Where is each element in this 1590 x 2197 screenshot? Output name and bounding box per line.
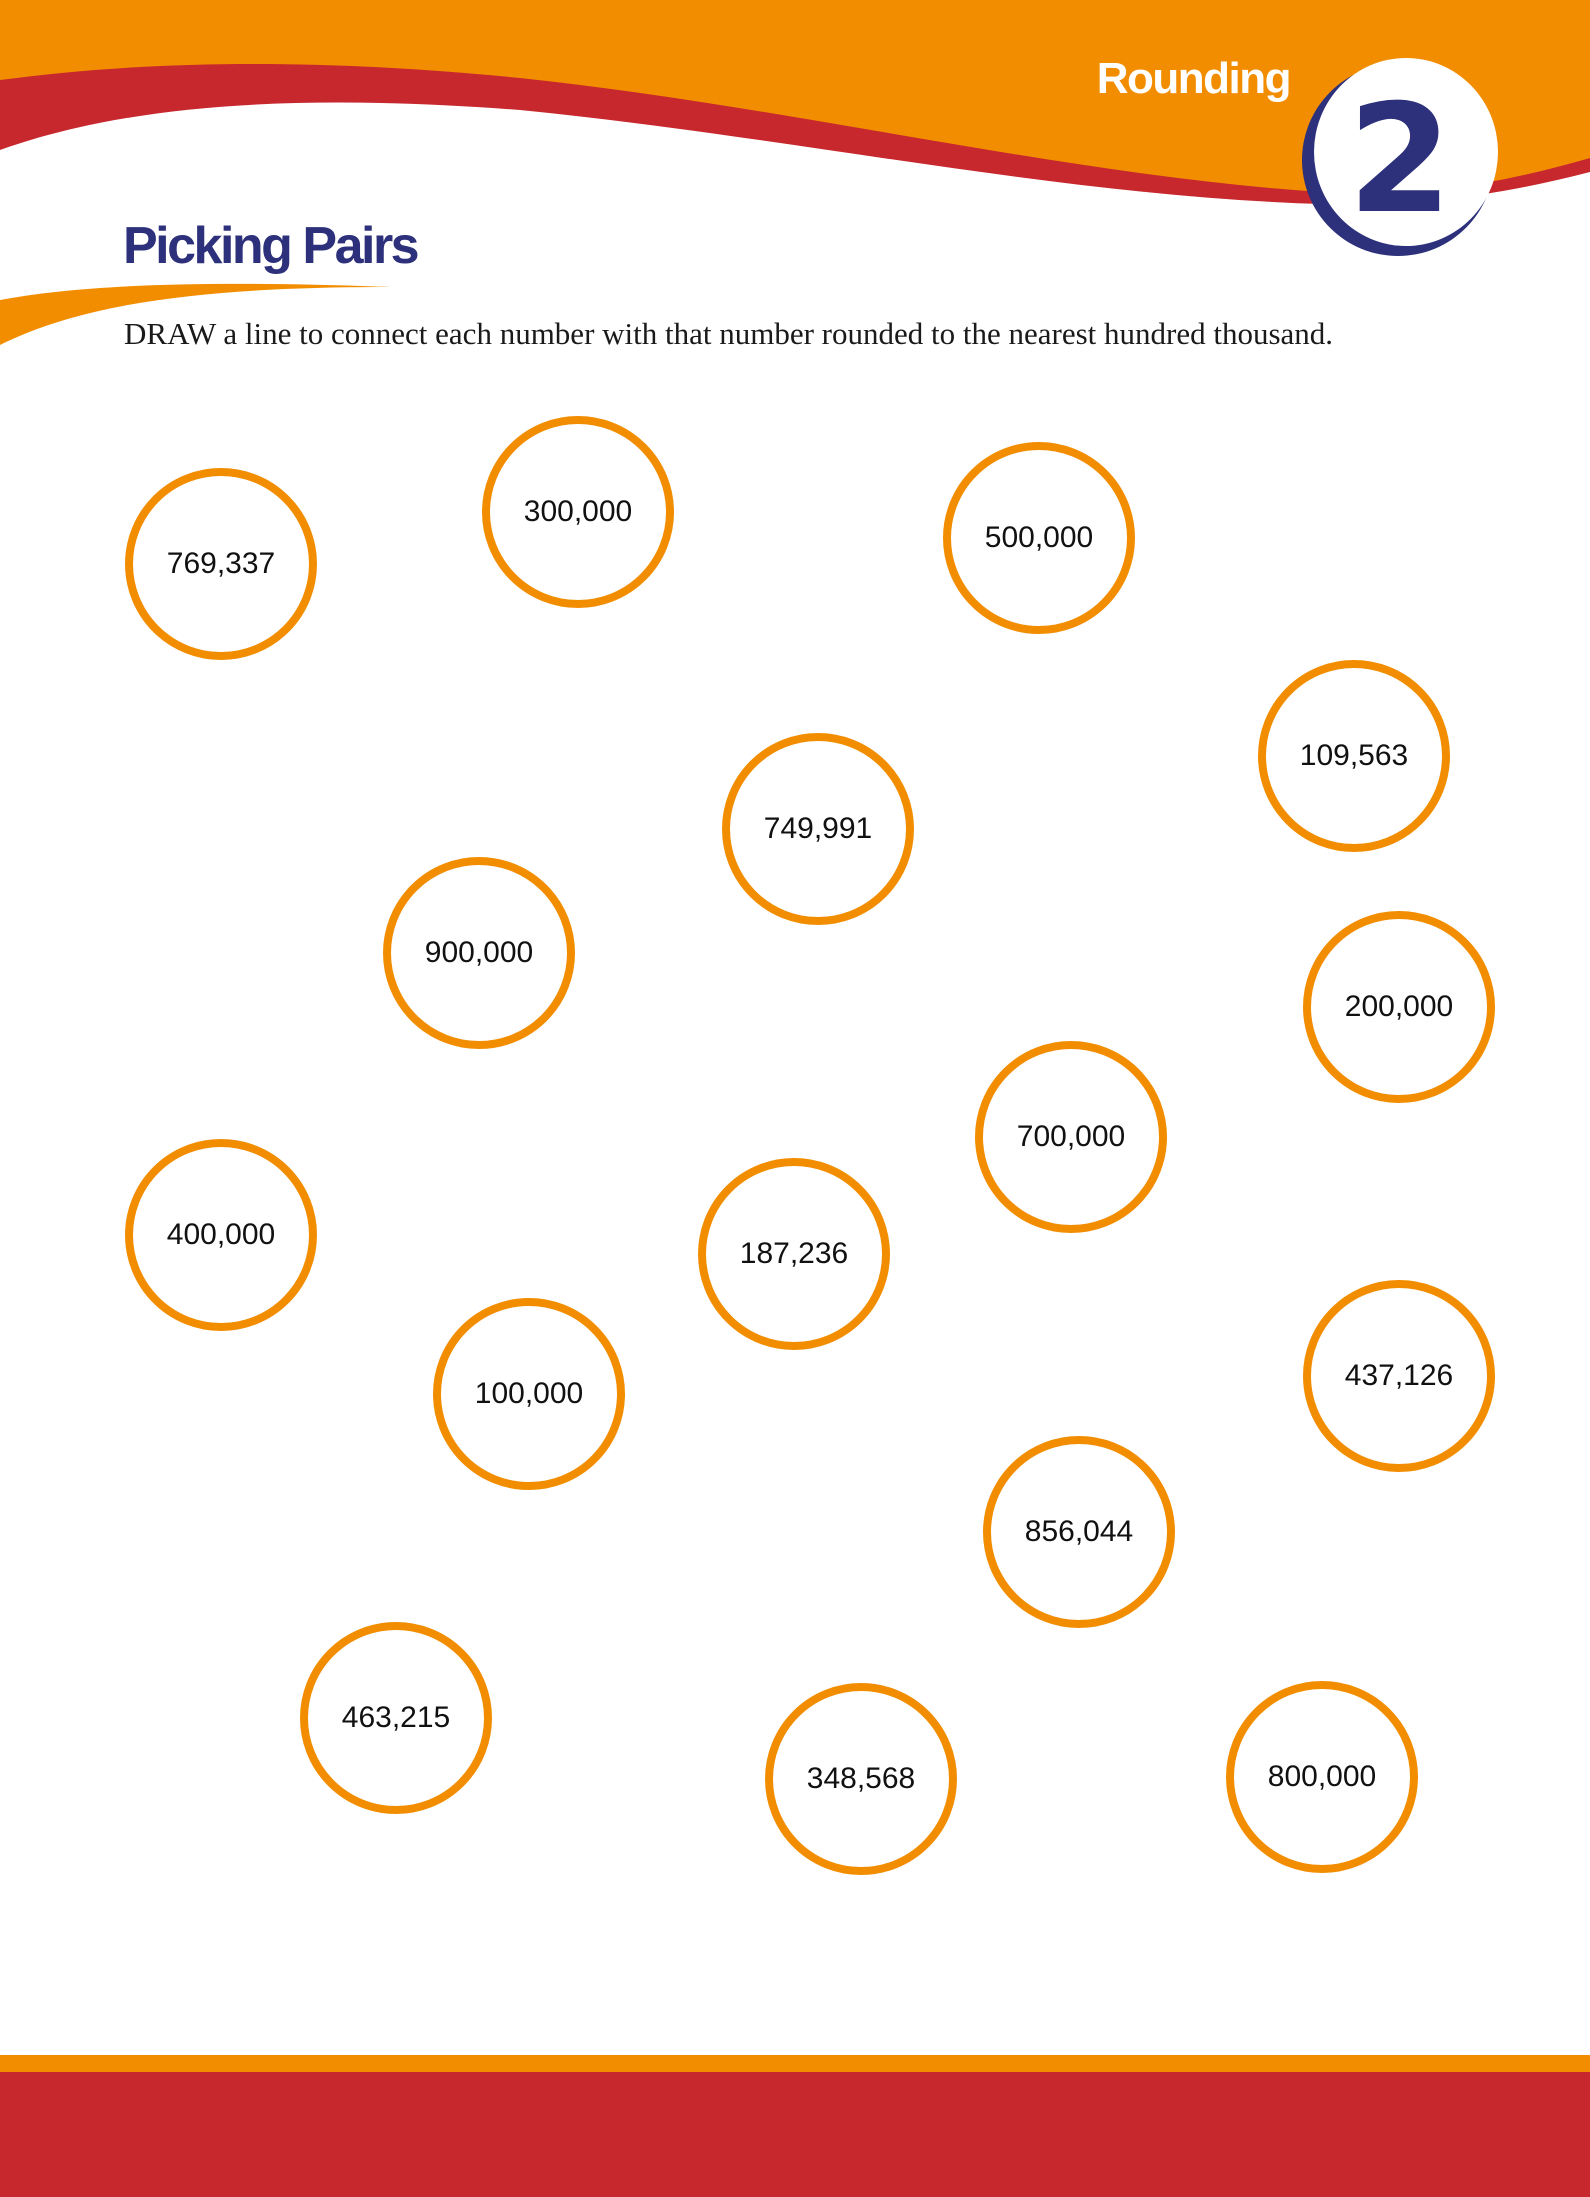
section-number: 2 [1347,73,1453,247]
number-circle[interactable] [383,857,575,1049]
activity-title: Picking Pairs [123,217,418,275]
number-circle-label: 700,000 [1016,1120,1126,1153]
number-circle-label: 800,000 [1267,1760,1377,1793]
footer-orange-stripe [0,2055,1590,2072]
section-label: Rounding [1096,54,1290,103]
number-circle[interactable] [482,416,674,608]
number-circle[interactable] [1303,1280,1495,1472]
footer-red-band [0,2072,1590,2197]
activity-instruction: DRAW a line to connect each number with that number rounded to the nearest hundred thousand. [124,316,1334,351]
number-circle-label: 856,044 [1024,1515,1134,1548]
number-circle[interactable] [1258,660,1450,852]
number-circle-label: 769,337 [166,547,276,580]
number-circle-label: 109,563 [1299,739,1409,772]
number-circle[interactable] [975,1041,1167,1233]
number-circle-label: 100,000 [474,1377,584,1410]
number-circle[interactable] [983,1436,1175,1628]
number-circle-label: 187,236 [739,1237,849,1270]
number-circle[interactable] [125,468,317,660]
number-circle[interactable] [1226,1681,1418,1873]
number-circle[interactable] [765,1683,957,1875]
number-circle-label: 400,000 [166,1218,276,1251]
number-circle-label: 300,000 [523,495,633,528]
number-circle[interactable] [722,733,914,925]
number-circle-label: 500,000 [984,521,1094,554]
number-circle-label: 200,000 [1344,990,1454,1023]
number-circle-label: 463,215 [341,1701,451,1734]
number-circle-label: 348,568 [806,1762,916,1795]
number-circle[interactable] [943,442,1135,634]
number-circle[interactable] [433,1298,625,1490]
number-circle-label: 437,126 [1344,1359,1454,1392]
number-circle[interactable] [1303,911,1495,1103]
number-circle[interactable] [125,1139,317,1331]
number-circle-label: 900,000 [424,936,534,969]
number-circle[interactable] [698,1158,890,1350]
number-circle[interactable] [300,1622,492,1814]
number-circle-label: 749,991 [763,812,873,845]
